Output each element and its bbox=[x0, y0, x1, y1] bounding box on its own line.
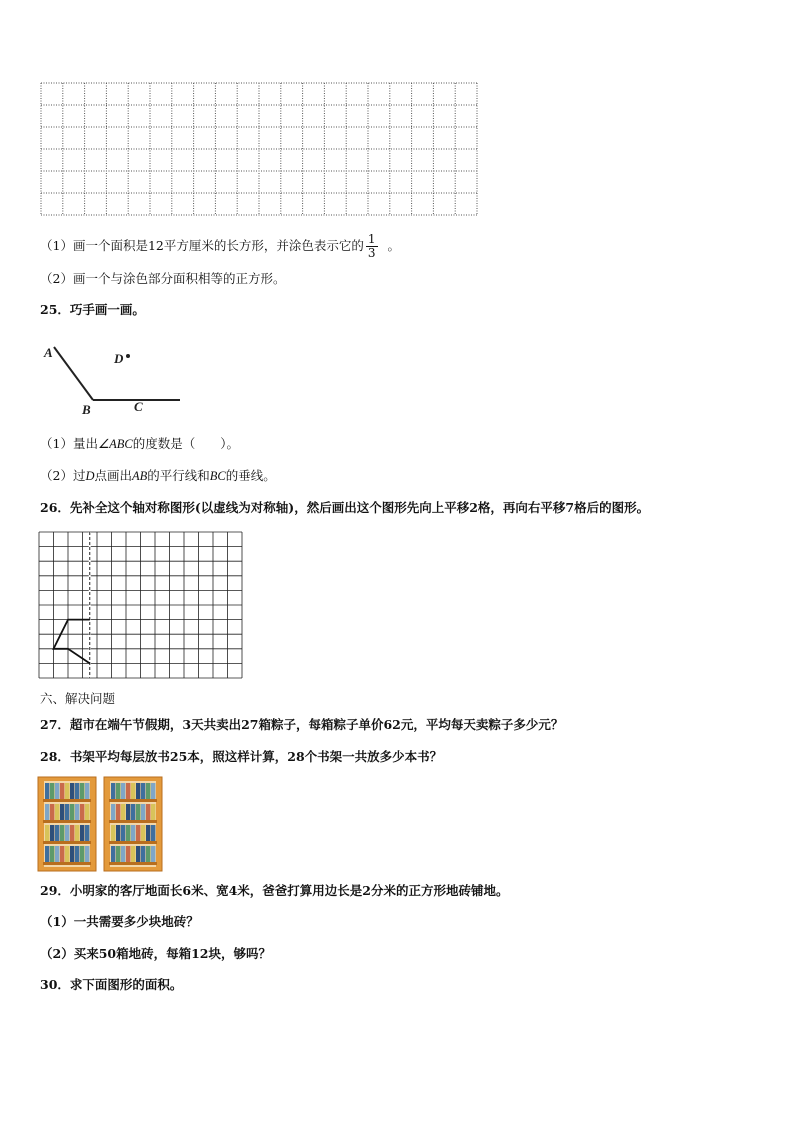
book bbox=[45, 846, 49, 862]
q24-part1-end: 。 bbox=[387, 238, 401, 253]
fraction-numerator: 1 bbox=[367, 232, 376, 246]
book bbox=[55, 783, 59, 799]
book bbox=[65, 825, 69, 841]
book bbox=[85, 825, 89, 841]
book bbox=[116, 783, 120, 799]
point-d-label: D bbox=[85, 469, 95, 483]
book bbox=[126, 825, 130, 841]
book bbox=[111, 783, 115, 799]
half-figure bbox=[54, 620, 90, 664]
book bbox=[116, 825, 120, 841]
book bbox=[141, 825, 145, 841]
shelf-board bbox=[109, 799, 157, 802]
book bbox=[111, 846, 115, 862]
book bbox=[60, 846, 64, 862]
book bbox=[111, 804, 115, 820]
book bbox=[116, 804, 120, 820]
book bbox=[136, 846, 140, 862]
book bbox=[75, 783, 79, 799]
book bbox=[55, 804, 59, 820]
book bbox=[126, 804, 130, 820]
book bbox=[136, 825, 140, 841]
angle-abc: ∠ABC bbox=[97, 437, 133, 451]
q25-part2-post: 的垂线。 bbox=[225, 468, 276, 483]
book bbox=[60, 783, 64, 799]
shelf-board bbox=[43, 820, 91, 823]
book bbox=[146, 804, 150, 820]
dotted-grid-q24 bbox=[40, 82, 478, 215]
book bbox=[65, 783, 69, 799]
q24-part1 bbox=[40, 233, 400, 260]
book bbox=[146, 825, 150, 841]
q25-part1 bbox=[40, 436, 239, 452]
point-d bbox=[126, 354, 130, 358]
shelf-board bbox=[43, 862, 91, 865]
book bbox=[141, 783, 145, 799]
book bbox=[45, 825, 49, 841]
book bbox=[75, 804, 79, 820]
book bbox=[151, 783, 155, 799]
book bbox=[80, 846, 84, 862]
book bbox=[141, 804, 145, 820]
book bbox=[146, 783, 150, 799]
bookshelf-left bbox=[38, 777, 96, 871]
book bbox=[111, 825, 115, 841]
q25-part2-mid1: 点画出 bbox=[94, 468, 132, 483]
label-c: C bbox=[134, 399, 143, 414]
book bbox=[146, 846, 150, 862]
book bbox=[121, 846, 125, 862]
q25-part1-pre: （1）量出 bbox=[40, 436, 98, 451]
q24-fraction bbox=[366, 233, 378, 260]
book bbox=[80, 804, 84, 820]
label-b: B bbox=[82, 402, 91, 417]
q24-part2: （2）画一个与涂色部分面积相等的正方形。 bbox=[40, 271, 286, 286]
q29-part1: （1）一共需要多少块地砖？ bbox=[40, 914, 199, 929]
label-a: A bbox=[44, 345, 53, 360]
section6-title: 六、解决问题 bbox=[40, 691, 116, 706]
book bbox=[141, 846, 145, 862]
book bbox=[55, 825, 59, 841]
fraction-denominator: 3 bbox=[367, 246, 376, 260]
segment-ab-label: AB bbox=[132, 469, 148, 483]
book bbox=[60, 804, 64, 820]
book bbox=[131, 804, 135, 820]
book bbox=[121, 804, 125, 820]
book bbox=[85, 804, 89, 820]
q24-part1-text: （1）画一个面积是12平方厘米的长方形，并涂色表示它的 bbox=[40, 238, 364, 253]
book bbox=[151, 825, 155, 841]
q25-title: 25．巧手画一画。 bbox=[40, 302, 145, 317]
shelf-board bbox=[109, 841, 157, 844]
book bbox=[50, 783, 54, 799]
book bbox=[85, 783, 89, 799]
angle-figure-q25 bbox=[38, 340, 188, 420]
book bbox=[65, 804, 69, 820]
book bbox=[131, 825, 135, 841]
q30-text: 30．求下面图形的面积。 bbox=[40, 977, 183, 992]
book bbox=[50, 804, 54, 820]
book bbox=[60, 825, 64, 841]
book bbox=[70, 825, 74, 841]
book bbox=[70, 783, 74, 799]
segment-bc-label: BC bbox=[209, 469, 226, 483]
book bbox=[136, 783, 140, 799]
book bbox=[121, 783, 125, 799]
q26-title: 26．先补全这个轴对称图形(以虚线为对称轴)，然后画出这个图形先向上平移2格，再向右平移7格后的图形。 bbox=[40, 500, 650, 515]
book bbox=[45, 783, 49, 799]
book bbox=[151, 804, 155, 820]
book bbox=[65, 846, 69, 862]
symmetry-grid-q26 bbox=[38, 531, 244, 679]
q27-text: 27．超市在端午节假期，3天共卖出27箱粽子，每箱粽子单价62元，平均每天卖粽子多少元？ bbox=[40, 717, 564, 732]
book bbox=[85, 846, 89, 862]
book bbox=[50, 846, 54, 862]
shelf-board bbox=[43, 799, 91, 802]
book bbox=[131, 846, 135, 862]
book bbox=[126, 846, 130, 862]
book bbox=[80, 825, 84, 841]
q29-part2: （2）买来50箱地砖，每箱12块，够吗？ bbox=[40, 946, 271, 961]
q28-text: 28．书架平均每层放书25本，照这样计算，28个书架一共放多少本书？ bbox=[40, 749, 443, 764]
book bbox=[70, 804, 74, 820]
q25-part2-mid2: 的平行线和 bbox=[147, 468, 210, 483]
q29-text: 29．小明家的客厅地面长6米、宽4米，爸爸打算用边长是2分米的正方形地砖铺地。 bbox=[40, 883, 509, 898]
ray-ba bbox=[54, 347, 93, 400]
book bbox=[45, 804, 49, 820]
q25-part1-post: 的度数是（ ）。 bbox=[132, 436, 240, 451]
book bbox=[151, 846, 155, 862]
book bbox=[121, 825, 125, 841]
q25-part2-pre: （2）过 bbox=[40, 468, 86, 483]
shelf-board bbox=[109, 862, 157, 865]
book bbox=[75, 825, 79, 841]
book bbox=[116, 846, 120, 862]
bookshelves-image bbox=[36, 775, 166, 873]
book bbox=[75, 846, 79, 862]
shelf-board bbox=[109, 820, 157, 823]
book bbox=[55, 846, 59, 862]
book bbox=[131, 783, 135, 799]
q25-part2 bbox=[40, 468, 276, 484]
book bbox=[80, 783, 84, 799]
book bbox=[70, 846, 74, 862]
book bbox=[136, 804, 140, 820]
book bbox=[126, 783, 130, 799]
label-d: D bbox=[114, 351, 124, 366]
shelf-board bbox=[43, 841, 91, 844]
book bbox=[50, 825, 54, 841]
bookshelf-right bbox=[104, 777, 162, 871]
